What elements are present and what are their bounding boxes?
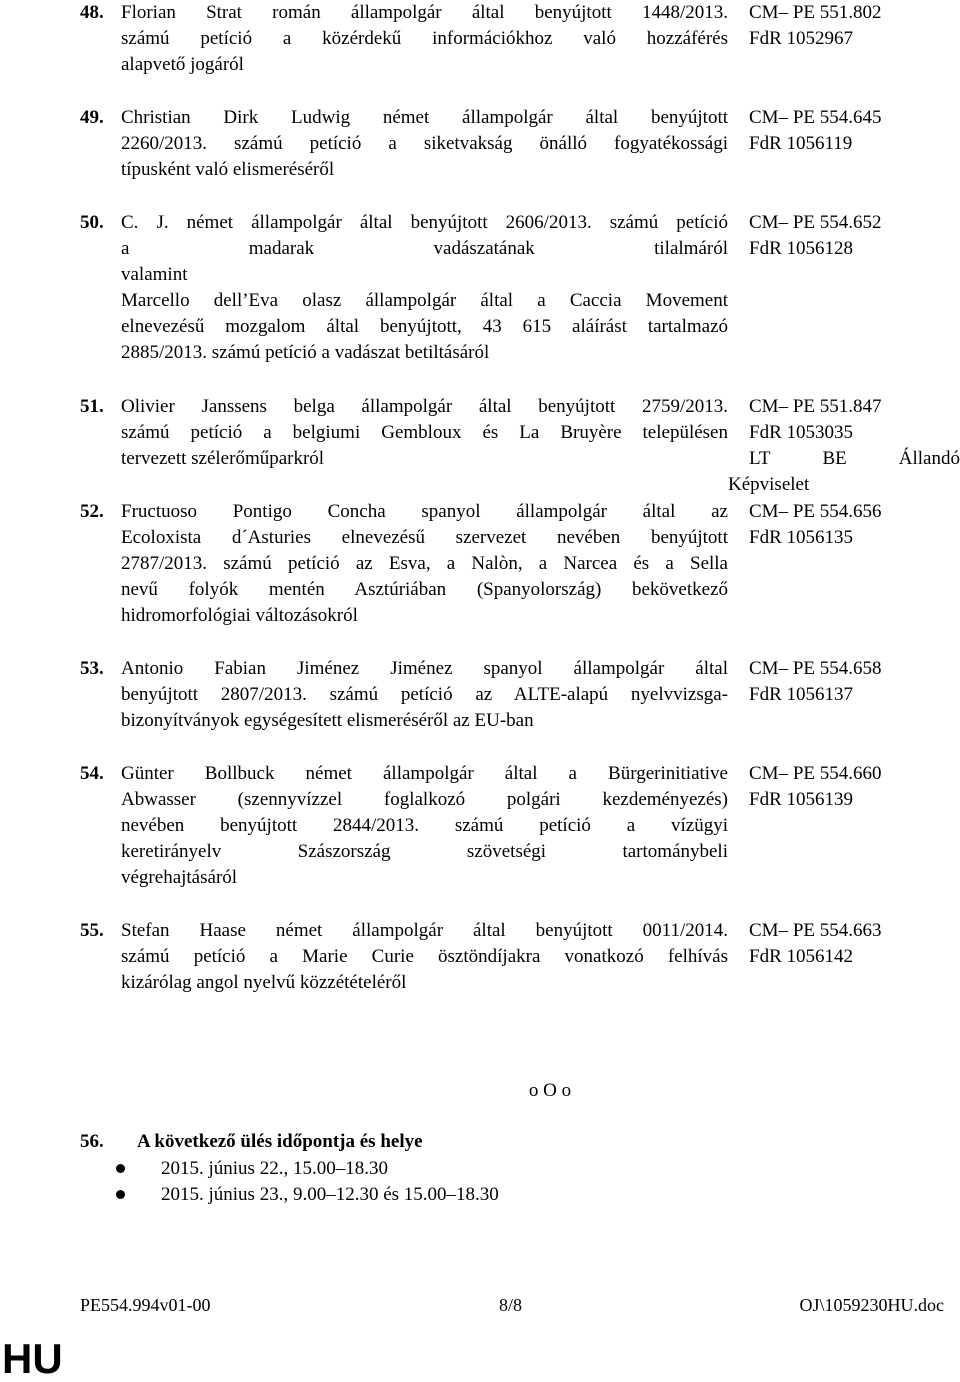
description-line: kizárólag angol nyelvű közzétételéről <box>121 972 407 993</box>
description-line: Abwasser (szennyvízzel foglalkozó polgári kezdeményezés) <box>121 789 728 810</box>
description-line: Antonio Fabian Jiménez Jiménez spanyol állampolgár által <box>121 658 728 679</box>
next-meeting-title: A következő ülés időpontja és helye <box>137 1131 423 1152</box>
bullet-icon <box>116 1190 125 1199</box>
description-line: Ecoloxista d´Asturies elnevezésű szervezet nevében benyújtott <box>121 527 728 548</box>
description-line: nevű folyók mentén Asztúriában (Spanyolország) bekövetkező <box>121 579 728 600</box>
item-number: 53. <box>80 658 104 679</box>
description-line: keretirányelv Szászország szövetségi tartománybeli <box>121 841 728 862</box>
description-line: nevében benyújtott 2844/2013. számú petíció a vízügyi <box>121 815 728 836</box>
description-line: C. J. német állampolgár által benyújtott 2606/2013. számú petíció <box>121 212 728 233</box>
reference-continuation: Képviselet <box>728 474 810 495</box>
description-line: számú petíció a Marie Curie ösztöndíjakra vonatkozó felhívás <box>121 946 728 967</box>
description-line: benyújtott 2807/2013. számú petíció az ALTE-alapú nyelvvizsga- <box>121 684 728 705</box>
next-meeting-number: 56. <box>80 1131 104 1152</box>
reference-code: FdR 1056119 <box>749 133 853 154</box>
description-line: Olivier Janssens belga állampolgár által benyújtott 2759/2013. <box>121 396 728 417</box>
next-meeting-heading <box>80 1129 423 1155</box>
reference-code: FdR 1056137 <box>749 684 853 705</box>
reference-code: FdR 1056142 <box>749 946 853 967</box>
item-reference <box>749 656 960 708</box>
description-line: számú petíció a közérdekű információkhoz való hozzáférés <box>121 28 728 49</box>
meeting-dates <box>80 1156 499 1208</box>
item-reference <box>749 499 960 551</box>
meeting-date-text: 2015. június 22., 15.00–18.30 <box>161 1158 388 1179</box>
description-line: 2260/2013. számú petíció a siketvakság önálló fogyatékossági <box>121 133 728 154</box>
reference-word: LT <box>749 448 771 469</box>
reference-code: FdR 1053035 <box>749 422 853 443</box>
reference-code: CM– PE 554.645 <box>749 107 882 128</box>
description-line: hidromorfológiai változásokról <box>121 605 358 626</box>
description-line: Florian Strat román állampolgár által benyújtott 1448/2013. <box>121 2 728 23</box>
item-description <box>121 761 728 891</box>
item-reference <box>749 105 960 157</box>
item-description <box>121 394 728 472</box>
description-line: Marcello dell’Eva olasz állampolgár által a Caccia Movement <box>121 290 728 311</box>
description-line: bizonyítványok egységesített elismeréséről az EU-ban <box>121 710 534 731</box>
document-reference: PE554.994v01-00 <box>80 1295 211 1315</box>
page-footer <box>80 1292 944 1318</box>
item-description <box>121 105 728 183</box>
item-number: 50. <box>80 212 104 233</box>
description-line: Günter Bollbuck német állampolgár által a Bürgerinitiative <box>121 763 728 784</box>
description-line: Christian Dirk Ludwig német állampolgár által benyújtott <box>121 107 728 128</box>
item-reference <box>749 0 960 52</box>
reference-code: FdR 1052967 <box>749 28 853 49</box>
reference-code: FdR 1056139 <box>749 789 853 810</box>
page-number: 8/8 <box>499 1295 523 1315</box>
description-line: tervezett szélerőműparkról <box>121 448 325 469</box>
item-reference <box>749 761 960 813</box>
description-line: számú petíció a belgiumi Gembloux és La Bruyère településen <box>121 422 728 443</box>
description-line: elnevezésű mozgalom által benyújtott, 43 615 aláírást tartalmazó <box>121 316 728 337</box>
item-reference <box>749 394 960 472</box>
reference-code: CM– PE 554.656 <box>749 501 882 522</box>
reference-code: CM– PE 554.660 <box>749 763 882 784</box>
item-description <box>121 918 728 996</box>
reference-code: CM– PE 551.847 <box>749 396 882 417</box>
item-description <box>121 210 728 366</box>
reference-responsible <box>749 446 960 472</box>
description-line: 2787/2013. számú petíció az Esva, a Nalòn, a Narcea és a Sella <box>121 553 728 574</box>
description-line: végrehajtásáról <box>121 867 238 888</box>
description-line: típusként való elismeréséről <box>121 159 335 180</box>
section-separator: o O o <box>528 1080 572 1101</box>
item-number: 52. <box>80 501 104 522</box>
description-line: valamint <box>121 264 188 285</box>
description-line: Stefan Haase német állampolgár által benyújtott 0011/2014. <box>121 920 728 941</box>
item-number: 54. <box>80 763 104 784</box>
reference-code: CM– PE 551.802 <box>749 2 882 23</box>
reference-word: Állandó <box>898 448 960 469</box>
reference-code: FdR 1056128 <box>749 238 853 259</box>
description-line: Fructuoso Pontigo Concha spanyol állampolgár által az <box>121 501 728 522</box>
item-number: 51. <box>80 396 104 417</box>
language-code: HU <box>2 1335 63 1382</box>
item-number: 49. <box>80 107 104 128</box>
reference-word: BE <box>822 448 847 469</box>
meeting-date-item <box>80 1182 499 1208</box>
item-reference <box>749 918 960 970</box>
reference-code: CM– PE 554.658 <box>749 658 882 679</box>
reference-code: CM– PE 554.663 <box>749 920 882 941</box>
description-line: alapvető jogáról <box>121 54 244 75</box>
bullet-icon <box>116 1164 125 1173</box>
meeting-date-item <box>80 1156 499 1182</box>
item-description <box>121 499 728 629</box>
item-reference <box>749 210 960 262</box>
description-line: 2885/2013. számú petíció a vadászat betiltásáról <box>121 342 490 363</box>
item-number: 55. <box>80 920 104 941</box>
meeting-date-text: 2015. június 23., 9.00–12.30 és 15.00–18.30 <box>161 1184 499 1205</box>
reference-code: CM– PE 554.652 <box>749 212 882 233</box>
reference-code: FdR 1056135 <box>749 527 853 548</box>
item-description <box>121 656 728 734</box>
file-name: OJ\1059230HU.doc <box>799 1295 944 1315</box>
description-line: a madarak vadászatának tilalmáról <box>121 238 728 259</box>
item-description <box>121 0 728 78</box>
item-number: 48. <box>80 2 104 23</box>
